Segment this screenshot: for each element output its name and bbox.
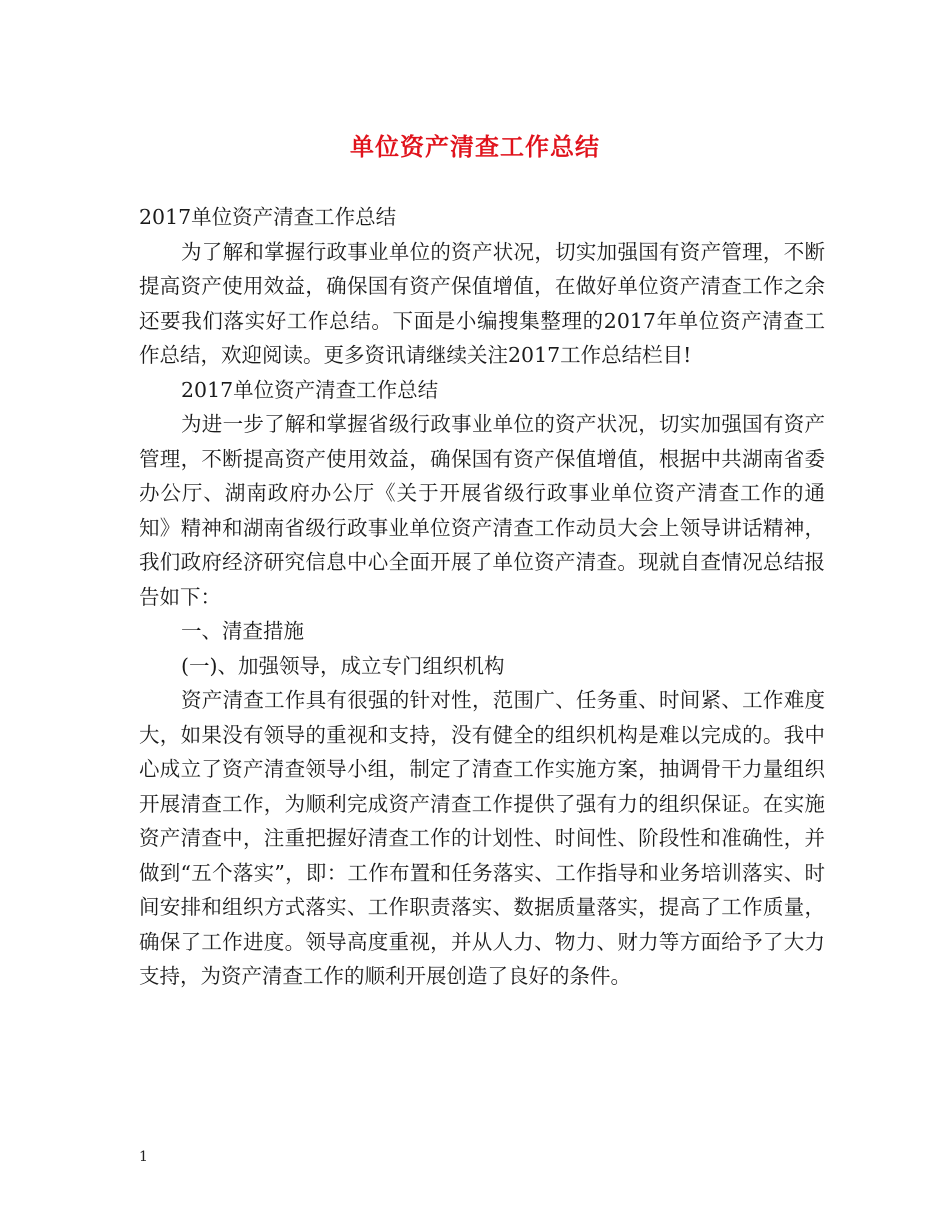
- paragraph-background: 为进一步了解和掌握省级行政事业单位的资产状况，切实加强国有资产管理，不断提高资产使用效益，确保国有资产保值增值，根据中共湖南省委办公厅、湖南政府办公厅《关于开展省级行政事业单位资产清查工作的通知》精神和湖南省级行政事业单位资产清查工作动员大会上领导讲话精神，我们政府经济研究信息中心全面开展了单位资产清查。现就自查情况总结报告如下：: [139, 412, 825, 609]
- section-heading-measures: 一、清查措施: [181, 619, 304, 643]
- page-number: 1: [139, 1149, 148, 1165]
- document-title: 单位资产清查工作总结: [350, 132, 600, 161]
- subsection-heading-leadership: (一)、加强领导，成立专门组织机构: [181, 653, 505, 678]
- document-body: [139, 200, 825, 994]
- paragraph-heading: 2017单位资产清查工作总结: [181, 377, 439, 402]
- paragraph-leadership: 资产清查工作具有很强的针对性，范围广、任务重、时间紧、工作难度大，如果没有领导的重视和支持，没有健全的组织机构是难以完成的。我中心成立了资产清查领导小组，制定了清查工作实施方案，抽调骨干力量组织开展清查工作，为顺利完成资产清查工作提供了强有力的组织保证。在实施资产清查中，注重把握好清查工作的计划性、时间性、阶段性和准确性，并做到“五个落实”，即：工作布置和任务落实、工作指导和业务培训落实、时间安排和组织方式落实、工作职责落实、数据质量落实，提高了工作质量，确保了工作进度。领导高度重视，并从人力、物力、财力等方面给予了大力支持，为资产清查工作的顺利开展创造了良好的条件。: [139, 688, 825, 988]
- paragraph-subtitle: 2017单位资产清查工作总结: [139, 205, 397, 229]
- paragraph-intro: 为了解和掌握行政事业单位的资产状况，切实加强国有资产管理，不断提高资产使用效益，确保国有资产保值增值，在做好单位资产清查工作之余还要我们落实好工作总结。下面是小编搜集整理的2017年单位资产清查工作总结，欢迎阅读。更多资讯请继续关注2017工作总结栏目!: [139, 239, 825, 367]
